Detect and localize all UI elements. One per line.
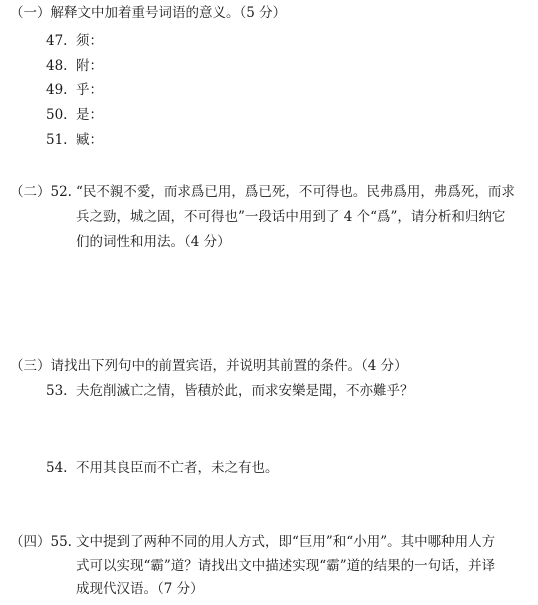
question-number: 50. — [46, 107, 68, 123]
section3-header: （三）请找出下列句中的前置宾语，并说明其前置的条件。（4 分） — [10, 358, 408, 374]
question-50 — [46, 106, 103, 124]
question-number: 49. — [46, 82, 68, 98]
question-term: 附： — [76, 58, 103, 74]
question-number: 48. — [46, 58, 68, 74]
question-54 — [46, 459, 279, 477]
question-term: 须： — [76, 33, 103, 49]
question-term: 臧： — [76, 132, 103, 148]
question-53 — [46, 382, 414, 400]
question-term: 是： — [76, 107, 103, 123]
question-48 — [46, 57, 103, 75]
section4-label: （四）55. — [10, 534, 72, 550]
section2-line-2: 兵之勁，城之固，不可得也”一段话中用到了 4 个“爲”，请分析和归纳它 — [76, 209, 506, 225]
question-47 — [46, 32, 103, 50]
question-number: 53. — [46, 383, 68, 399]
question-sentence: 不用其良臣而不亡者，未之有也。 — [76, 460, 279, 476]
question-number: 51. — [46, 132, 68, 148]
section1-header: （一）解释文中加着重号词语的意义。（5 分） — [10, 5, 287, 21]
section4-line-2: 式可以实现“霸”道？请找出文中描述实现“霸”道的结果的一句话，并译 — [76, 558, 496, 574]
section2-line-1: “民不親不愛，而求爲已用，爲已死，不可得也。民弗爲用，弗爲死，而求 — [76, 184, 515, 200]
question-term: 乎： — [76, 82, 103, 98]
section4-line-1: 文中提到了两种不同的用人方式，即“巨用”和“小用”。其中哪种用人方 — [76, 534, 496, 550]
section2-label: （二）52. — [10, 184, 72, 200]
section4-line-3: 成现代汉语。（7 分） — [76, 581, 204, 597]
question-51 — [46, 131, 103, 149]
section2-line-3: 们的词性和用法。（4 分） — [76, 234, 231, 250]
question-number: 54. — [46, 460, 68, 476]
question-49 — [46, 81, 103, 99]
question-number: 47. — [46, 33, 68, 49]
question-sentence: 夫危削滅亡之情，皆積於此，而求安樂是聞，不亦難乎？ — [76, 383, 414, 399]
